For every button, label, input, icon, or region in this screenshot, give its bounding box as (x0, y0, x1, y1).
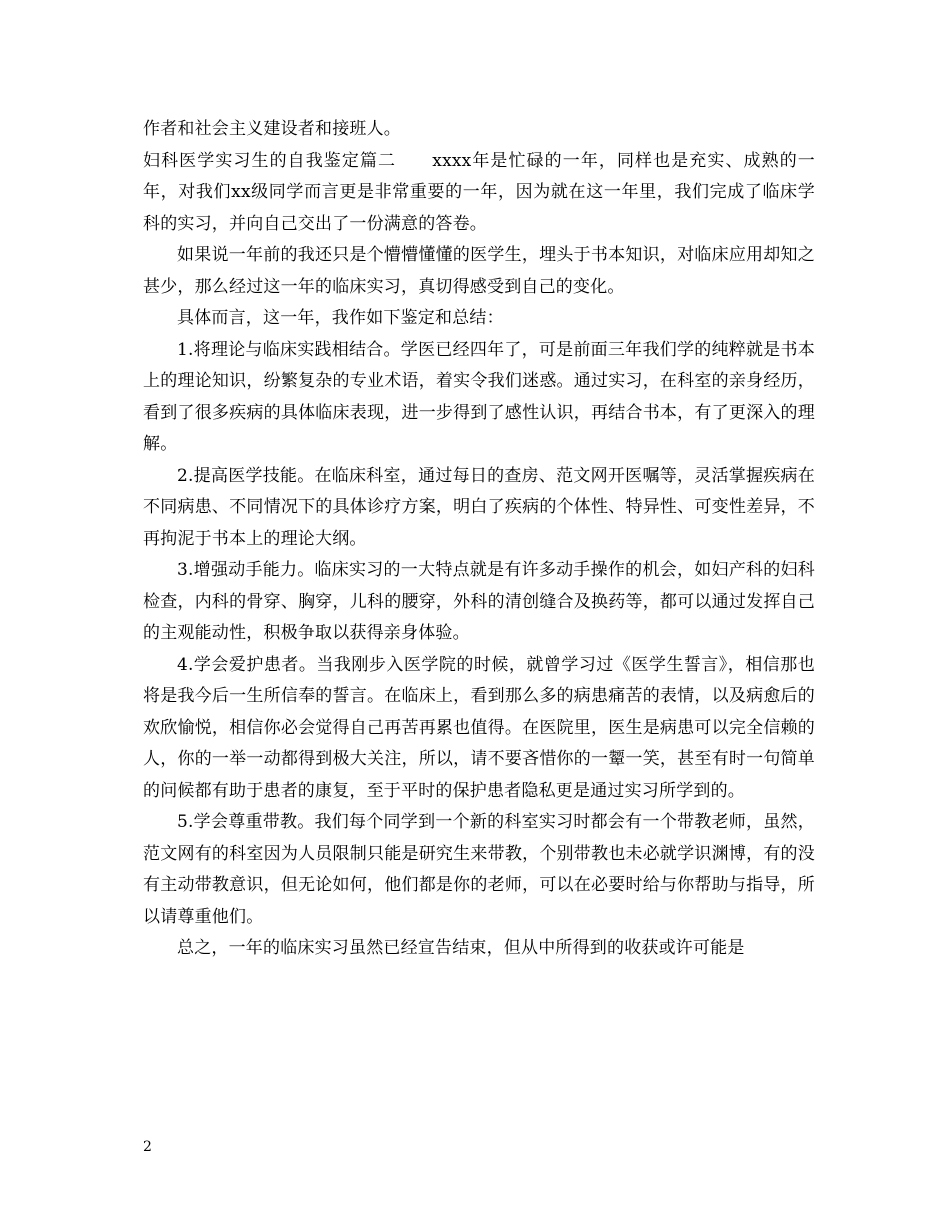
paragraph-9: 5.学会尊重带教。我们每个同学到一个新的科室实习时都会有一个带教老师，虽然，范文网有的科室因为人员限制只能是研究生来带教，个别带教也未必就学识渊博，有的没有主动带教意识，但无论如何，他们都是你的老师，可以在必要时给与你帮助与指导，所以请尊重他们。 (143, 812, 815, 927)
paragraph-10: 总之，一年的临床实习虽然已经宣告结束，但从中所得到的收获或许可能是 (177, 938, 745, 958)
paragraph-4: 具体而言，这一年，我作如下鉴定和总结： (177, 308, 504, 328)
paragraph-2: 妇科医学实习生的自我鉴定篇二 xxxx年是忙碌的一年，同样也是充实、成熟的一年，对我们xx级同学而言更是非常重要的一年，因为就在这一年里，我们完成了临床学科的实习，并向自己交出了一份满意的答卷。 (143, 150, 815, 234)
page-number: 2 (143, 1139, 152, 1155)
paragraph-1: 作者和社会主义建设者和接班人。 (143, 119, 401, 139)
paragraph-6: 2.提高医学技能。在临床科室，通过每日的查房、范文网开医嘱等，灵活掌握疾病在不同病患、不同情况下的具体诊疗方案，明白了疾病的个体性、特异性、可变性差异，不再拘泥于书本上的理论大纲。 (143, 465, 815, 549)
paragraph-3: 如果说一年前的我还只是个懵懵懂懂的医学生，埋头于书本知识，对临床应用却知之甚少，那么经过这一年的临床实习，真切得感受到自己的变化。 (143, 245, 815, 297)
document-body (143, 114, 815, 965)
paragraph-7: 3.增强动手能力。临床实习的一大特点就是有许多动手操作的机会，如妇产科的妇科检查，内科的骨穿、胸穿，儿科的腰穿，外科的清创缝合及换药等，都可以通过发挥自己的主观能动性，积极争取以获得亲身体验。 (143, 560, 815, 643)
paragraph-5: 1.将理论与临床实践相结合。学医已经四年了，可是前面三年我们学的纯粹就是书本上的理论知识，纷繁复杂的专业术语，着实令我们迷惑。通过实习，在科室的亲身经历，看到了很多疾病的具体临床表现，进一步得到了感性认识，再结合书本，有了更深入的理解。 (143, 339, 815, 454)
paragraph-8: 4.学会爱护患者。当我刚步入医学院的时候，就曾学习过《医学生誓言》，相信那也将是我今后一生所信奉的誓言。在临床上，看到那么多的病患痛苦的表情，以及病愈后的欢欣愉悦，相信你必会觉得自己再苦再累也值得。在医院里，医生是病患可以完全信赖的人，你的一举一动都得到极大关注，所以，请不要吝惜你的一颦一笑，甚至有时一句简单的问候都有助于患者的康复，至于平时的保护患者隐私更是通过实习所学到的。 (143, 654, 815, 801)
